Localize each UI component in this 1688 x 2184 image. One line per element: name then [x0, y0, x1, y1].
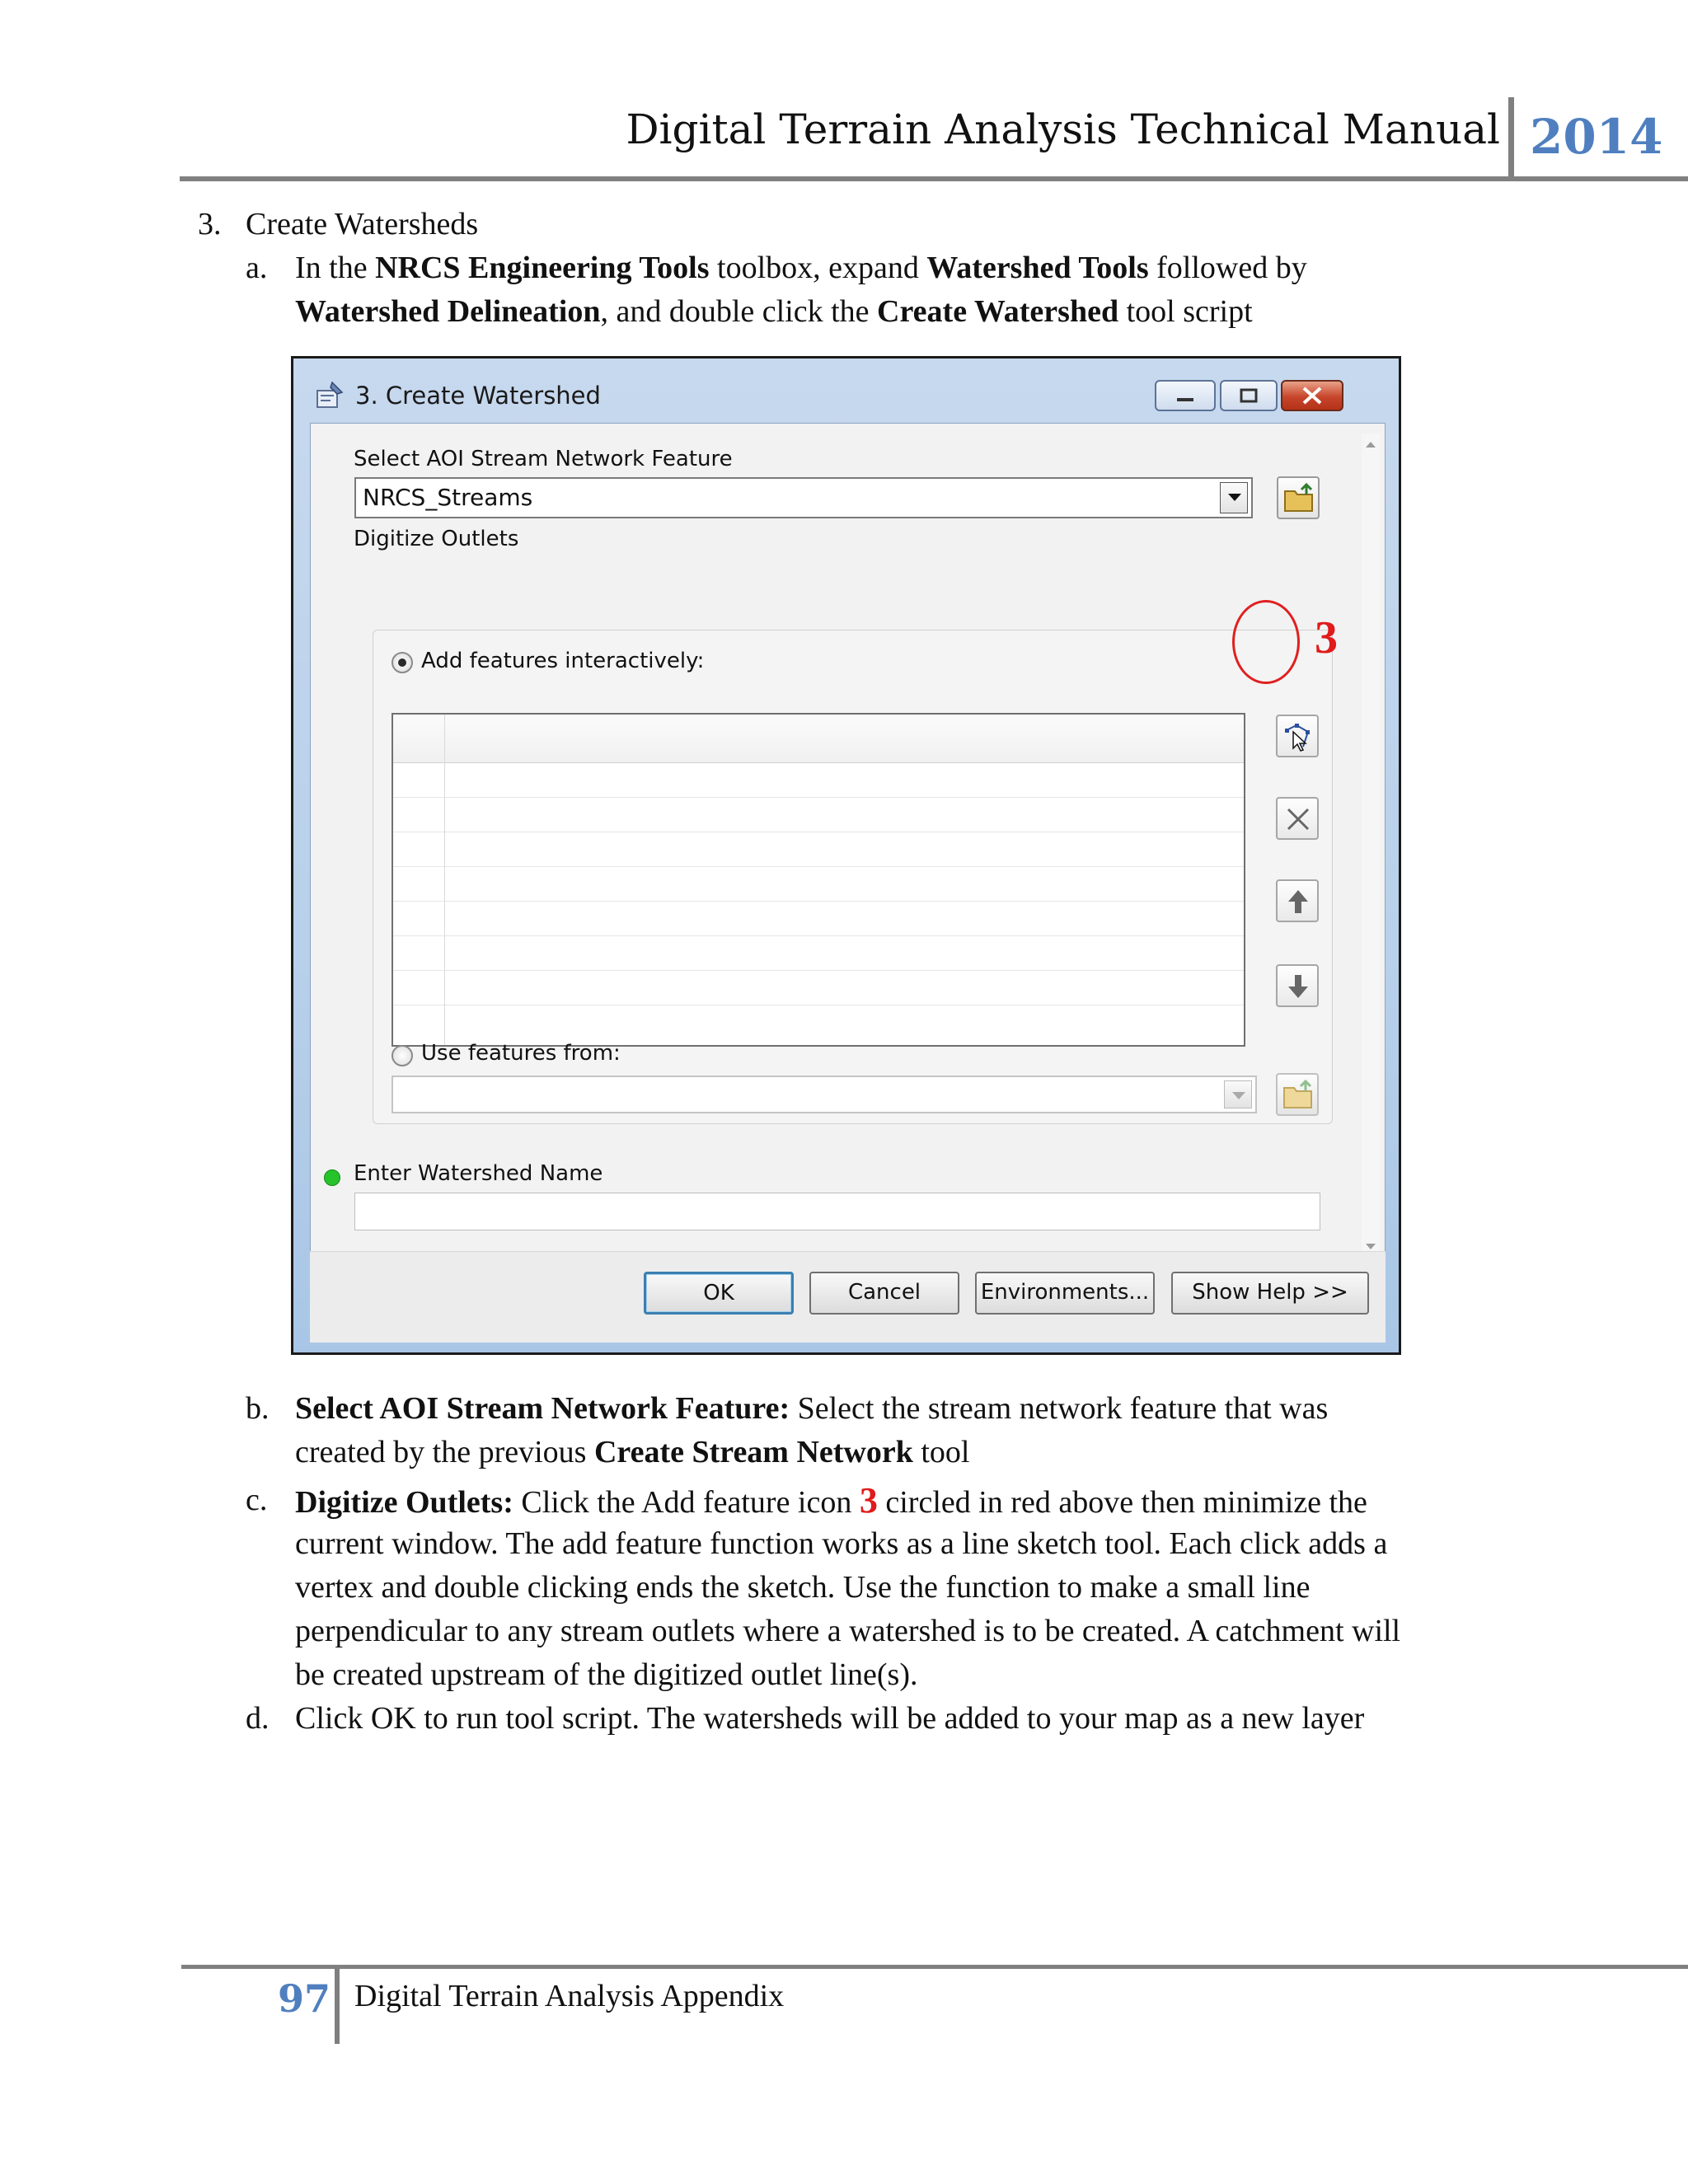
- footer-separator: [335, 1968, 340, 2044]
- step-d-letter: d.: [246, 1701, 270, 1736]
- step-c-line-4: perpendicular to any stream outlets where a watershed is to be created. A catchment will: [295, 1614, 1401, 1648]
- stream-network-label: Select AOI Stream Network Feature: [354, 447, 733, 471]
- environments-button[interactable]: Environments...: [975, 1272, 1155, 1315]
- delete-feature-button[interactable]: [1276, 797, 1319, 840]
- chevron-down-icon[interactable]: [1220, 482, 1248, 513]
- dialog-scrollbar[interactable]: [1362, 434, 1380, 1258]
- browse-stream-button[interactable]: [1277, 476, 1320, 519]
- open-folder-icon: [1283, 483, 1315, 514]
- step-a-line-1: In the NRCS Engineering Tools toolbox, expand Watershed Tools followed by: [295, 251, 1307, 285]
- open-folder-icon: [1282, 1080, 1314, 1111]
- use-features-radio[interactable]: [392, 1045, 413, 1066]
- step-b-letter: b.: [246, 1391, 270, 1426]
- step-c-letter: c.: [246, 1483, 268, 1517]
- step-c-line-2: current window. The add feature function works as a line sketch tool. Each click adds a: [295, 1526, 1388, 1561]
- add-interactively-label: Add features interactively:: [421, 649, 705, 673]
- step-3-heading: Create Watersheds: [246, 207, 479, 241]
- step-a-line-2: Watershed Delineation, and double click the Create Watershed tool script: [295, 294, 1253, 329]
- arrow-up-icon: [1283, 887, 1313, 916]
- step-c-line-1: Digitize Outlets: Click the Add feature icon 3 circled in red above then minimize the: [295, 1480, 1367, 1521]
- browse-features-button[interactable]: [1276, 1073, 1319, 1116]
- close-icon: [1282, 382, 1342, 410]
- delete-x-icon: [1283, 804, 1313, 834]
- callout-circle: [1232, 600, 1300, 684]
- add-feature-sketch-icon: [1283, 722, 1313, 752]
- watershed-name-input[interactable]: [354, 1193, 1320, 1230]
- step-3-number: 3.: [198, 207, 222, 241]
- grid-row: [393, 935, 1244, 936]
- grid-row: [393, 970, 1244, 971]
- footer-rule: [181, 1965, 1688, 1969]
- step-d-text: Click OK to run tool script. The watersheds will be added to your map as a new layer: [295, 1701, 1365, 1736]
- manual-title: Digital Terrain Analysis Technical Manual: [626, 105, 1500, 153]
- step-b-line-2: created by the previous Create Stream Network tool: [295, 1435, 970, 1469]
- add-interactively-radio[interactable]: [392, 652, 413, 673]
- dialog-body: [310, 423, 1386, 1342]
- stream-network-combo[interactable]: [354, 477, 1253, 518]
- step-c-line-3: vertex and double clicking ends the sketch. Use the function to make a small line: [295, 1570, 1311, 1605]
- stream-network-value: NRCS_Streams: [363, 484, 533, 511]
- move-up-button[interactable]: [1276, 879, 1319, 922]
- maximize-icon: [1221, 382, 1276, 410]
- grid-row: [393, 866, 1244, 867]
- dialog-title: 3. Create Watershed: [355, 382, 601, 410]
- chevron-down-icon[interactable]: [1224, 1080, 1252, 1108]
- step-a-letter: a.: [246, 251, 268, 285]
- ok-button[interactable]: OK: [644, 1272, 794, 1315]
- use-features-label: Use features from:: [421, 1041, 621, 1066]
- grid-column-divider: [444, 715, 445, 1045]
- minimize-icon: [1156, 382, 1214, 410]
- scroll-down-icon[interactable]: [1366, 1244, 1376, 1249]
- step-c-line-5: be created upstream of the digitized outlet line(s).: [295, 1657, 918, 1692]
- scroll-up-icon[interactable]: [1366, 442, 1376, 448]
- cancel-button[interactable]: Cancel: [809, 1272, 959, 1315]
- move-down-button[interactable]: [1276, 964, 1319, 1007]
- maximize-button[interactable]: [1220, 380, 1278, 411]
- manual-year: 2014: [1530, 109, 1663, 165]
- header-rule: [180, 176, 1688, 181]
- digitize-outlets-group: [373, 630, 1333, 1124]
- header-separator: [1508, 97, 1514, 180]
- required-field-dot: [324, 1169, 340, 1186]
- create-watershed-dialog: [291, 356, 1401, 1355]
- features-grid[interactable]: [392, 713, 1245, 1047]
- tool-script-icon: [314, 379, 347, 412]
- digitize-outlets-label: Digitize Outlets: [354, 527, 519, 551]
- grid-header-row: [393, 715, 1244, 763]
- arrow-down-icon: [1283, 972, 1313, 1001]
- page-number: 97: [278, 1976, 331, 2021]
- watershed-name-label: Enter Watershed Name: [354, 1161, 603, 1186]
- close-button[interactable]: [1281, 380, 1343, 411]
- minimize-button[interactable]: [1155, 380, 1216, 411]
- show-help-button[interactable]: Show Help >>: [1171, 1272, 1369, 1315]
- callout-number: 3: [1315, 612, 1338, 663]
- use-features-combo[interactable]: [392, 1076, 1257, 1113]
- grid-row: [393, 797, 1244, 798]
- step-b-line-1: Select AOI Stream Network Feature: Select the stream network feature that was: [295, 1391, 1329, 1426]
- grid-row: [393, 901, 1244, 902]
- add-feature-button[interactable]: [1276, 715, 1319, 757]
- footer-text: Digital Terrain Analysis Appendix: [354, 1979, 785, 2013]
